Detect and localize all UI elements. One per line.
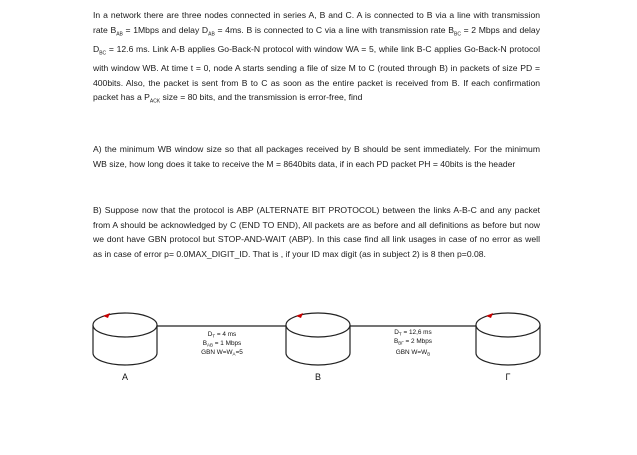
node-marker-icon	[103, 313, 110, 318]
node-b	[286, 313, 350, 365]
link-ab-delay: $D_T = 4$ ms	[207, 331, 237, 339]
part-b: B) Suppose now that the protocol is ABP (ALTERNATE BIT PROTOCOL) between the links A-B-C and any packet from A should be acknowledged by C (END TO END), All packets are as before and all definitions as before but now we dont have GBN protocol but STOP-AND-WAIT (ABP). In this case find all link usages in case of no error as well as in case of error p= 0.0MAX_DIGIT_ID. That is , if your ID max digit (as in subject 2) is 8 then p=0.08.	[93, 205, 540, 259]
node-label-c: Γ	[505, 372, 511, 382]
node-marker-icon	[486, 313, 493, 318]
link-bc-delay: $D_T = 12,6$ ms	[394, 329, 432, 337]
node-c	[476, 313, 540, 365]
link-ab-rate: $B_{AB} = 1$ Mbps	[202, 340, 242, 348]
link-bc-rate: $B_{B\Gamma} = 2$ Mbps	[394, 338, 432, 346]
node-label-a: A	[121, 372, 129, 382]
node-label-b: B	[314, 372, 322, 382]
link-ab-window: GBN $W=W_A=5$	[201, 349, 243, 357]
link-bc-window: GBN $W=W_B$	[395, 349, 431, 357]
problem-intro: In a network there are three nodes connected in series A, B and C. A is connected to B via a line with transmission rate $B_{AB}$ = 1Mbps and delay $D_{AB} = 4ms$. B is connected to C via a line with transmission rate $B_{BC} = 2$ Mbps and delay $D_{BC} = 12.6$ ms. Link A-B applies Go-Back-N protocol with window WA = 5, while link B-C applies Go-Back-N protocol with window WB. At time t = 0, node A starts sending a file of size M to C (routed through B) in packets of size PD = 400bits. Also, the packet is sent from B to C as soon as the entire packet is received from B. If each confirmation packet has a $P_{ACK}$ size = 80 bits, and the transmission is error-free, find	[93, 10, 540, 106]
part-a: A) the minimum WB window size so that all packages received by B should be sent immediately. For the minimum WB size, how long does it take to receive the M = 8640bits data, if in each PD packet PH = 40bits is the header	[93, 144, 540, 169]
node-marker-icon	[296, 313, 303, 318]
node-a	[93, 313, 157, 365]
